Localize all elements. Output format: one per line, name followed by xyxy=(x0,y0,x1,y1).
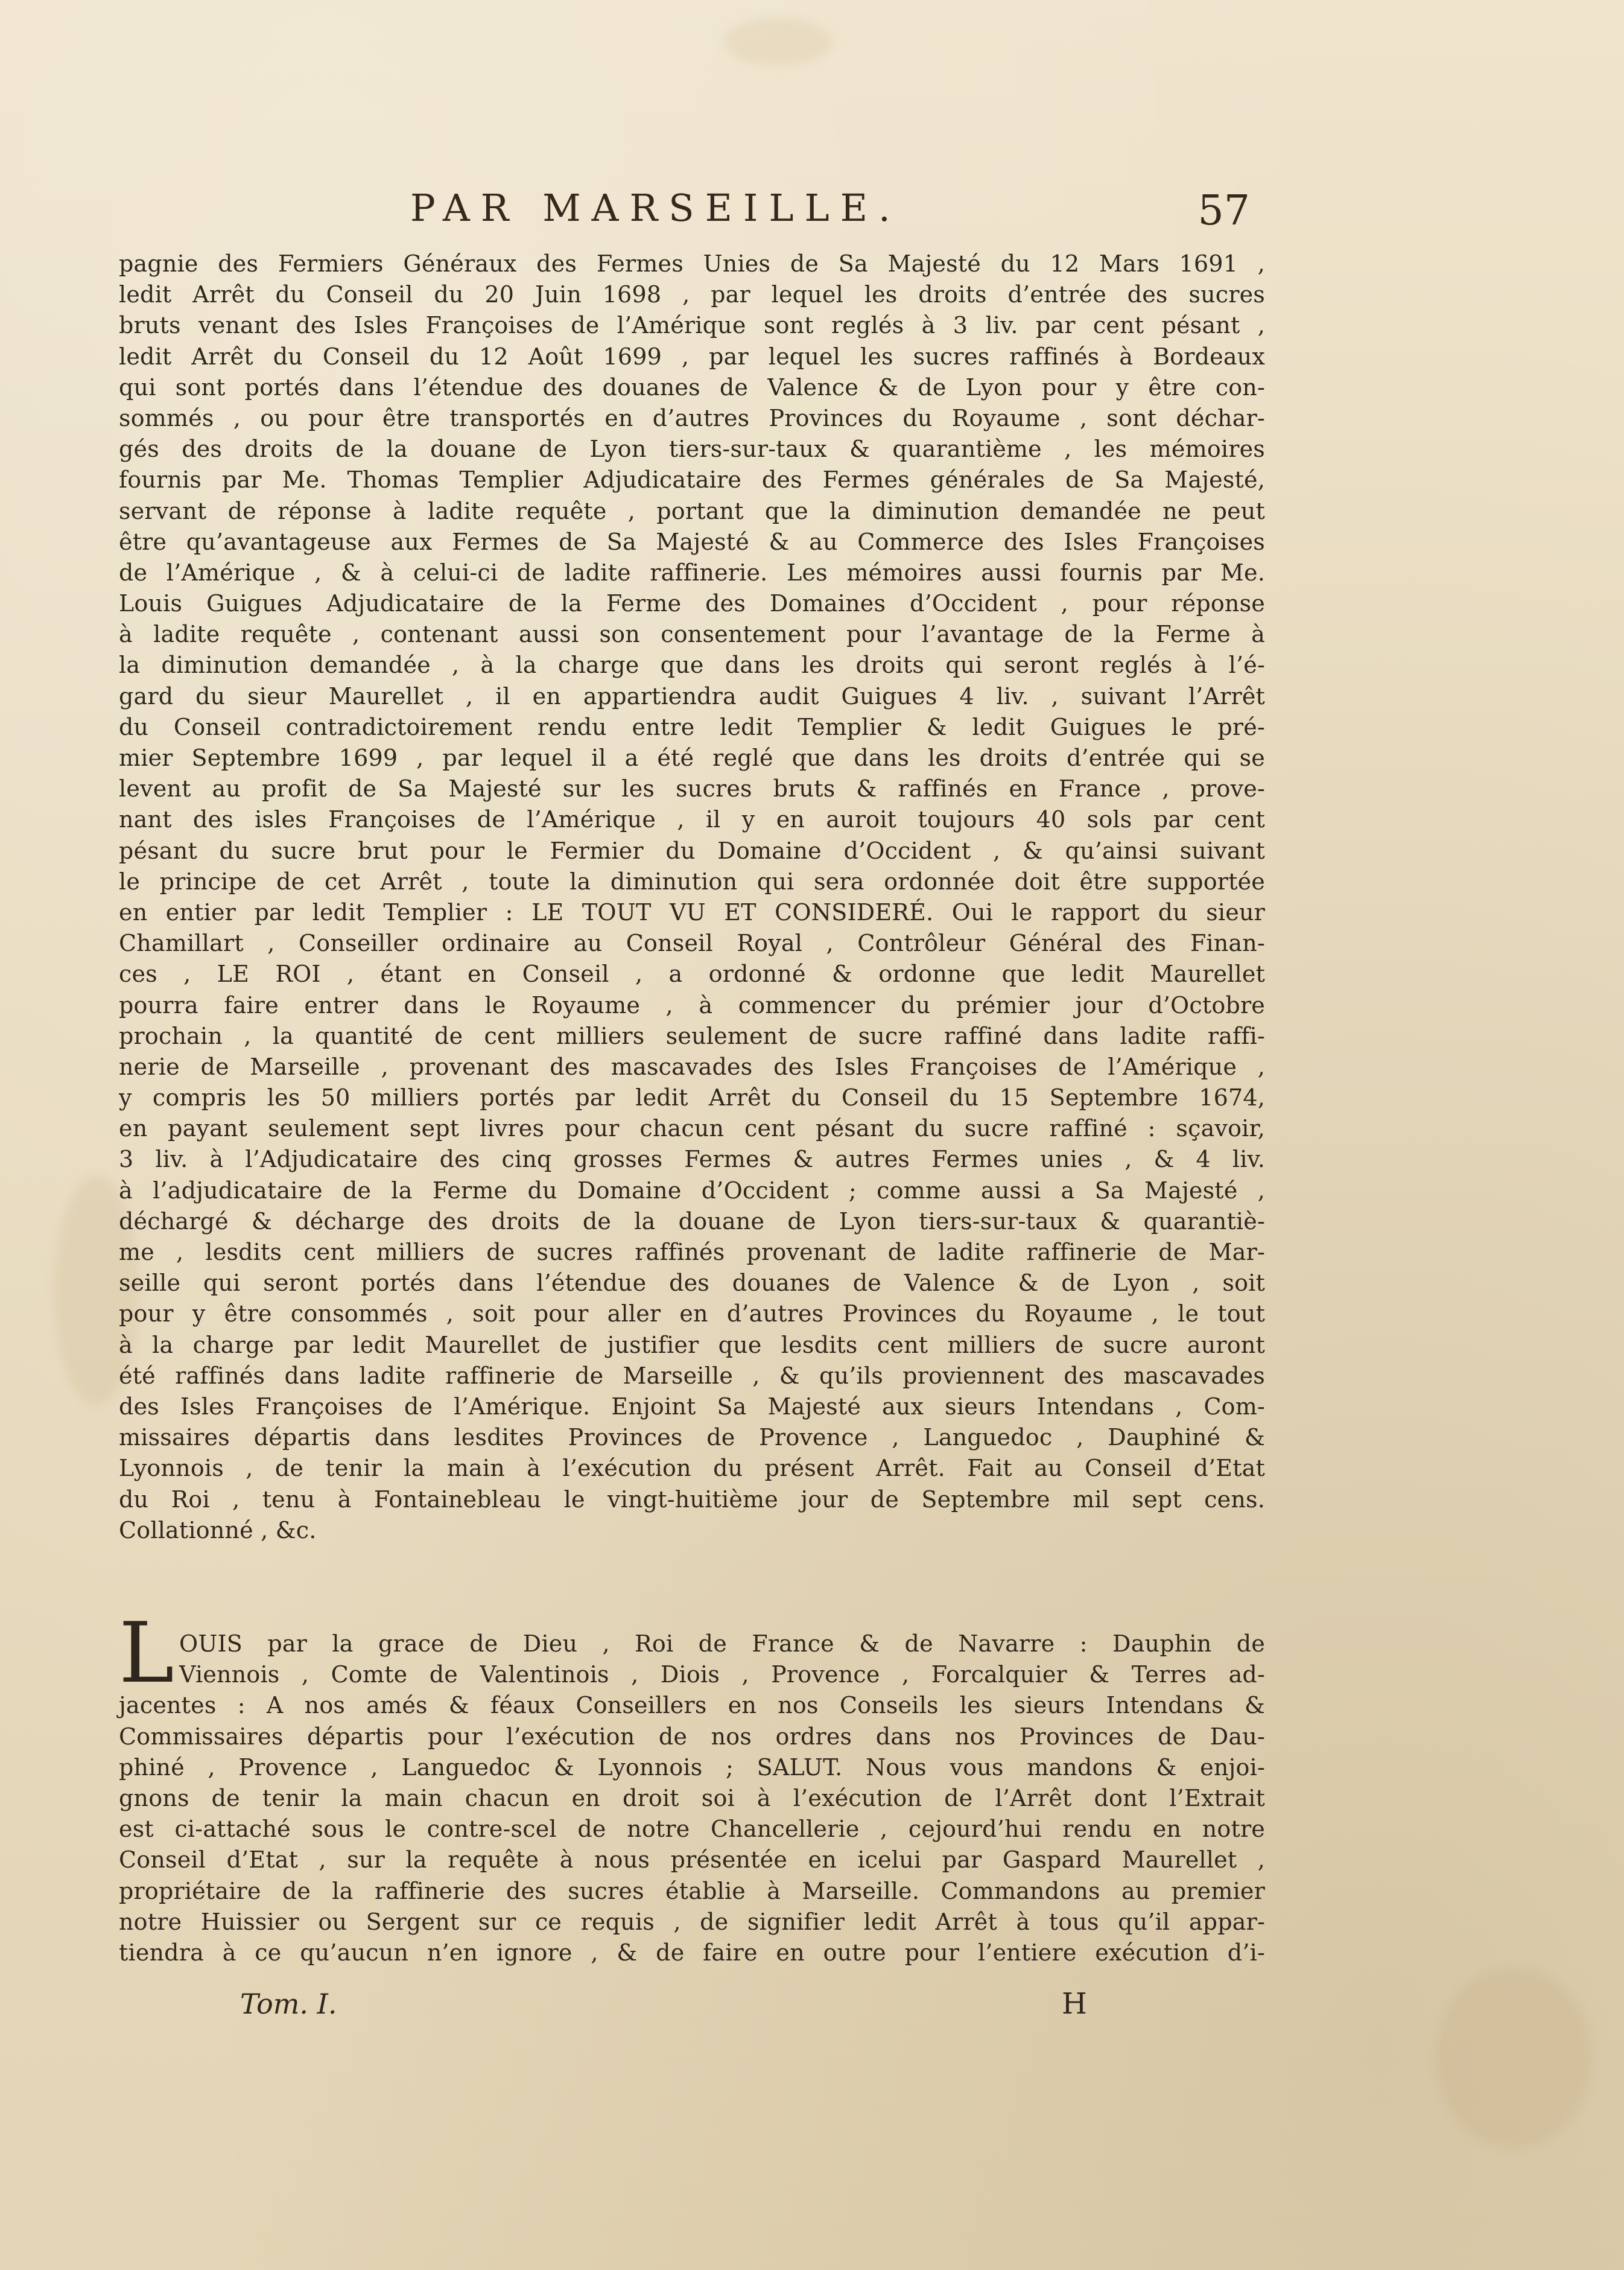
text-line: gnons de tenir la main chacun en droit soi à l’exécution de l’Arrêt dont l’Extrait xyxy=(119,1784,1265,1811)
volume-mark: Tom. I. xyxy=(240,1988,337,2020)
text-line: des Isles Françoises de l’Amérique. Enjoint Sa Majesté aux sieurs Intendans , Com- xyxy=(119,1393,1265,1420)
text-line: Commissaires départis pour l’exécution de nos ordres dans nos Provinces de Dau- xyxy=(119,1723,1265,1750)
text-line: pourra faire entrer dans le Royaume , à commencer du prémier jour d’Octobre xyxy=(119,991,1265,1019)
text-line: fournis par Me. Thomas Templier Adjudicataire des Fermes générales de Sa Majesté, xyxy=(119,466,1265,494)
text-line: qui sont portés dans l’étendue des douanes de Valence & de Lyon pour y être con- xyxy=(119,374,1265,401)
text-line: prochain , la quantité de cent milliers seulement de sucre raffiné dans ladite raffi- xyxy=(119,1022,1265,1049)
paper-stain xyxy=(724,18,833,66)
drop-cap: L xyxy=(119,1604,174,1702)
text-line: gard du sieur Maurellet , il en appartiendra audit Guigues 4 liv. , suivant l’Arrêt xyxy=(119,682,1265,710)
page-number: 57 xyxy=(1197,187,1250,235)
text-line: Collationné , &c. xyxy=(119,1516,317,1544)
text-line: sommés , ou pour être transportés en d’autres Provinces du Royaume , sont déchar- xyxy=(119,404,1265,431)
text-line: servant de réponse à ladite requête , portant que la diminution demandée ne peut xyxy=(119,497,1265,524)
text-line: mier Septembre 1699 , par lequel il a été reglé que dans les droits d’entrée qui se xyxy=(119,745,1265,771)
text-line: du Roi , tenu à Fontainebleau le vingt-huitième jour de Septembre mil sept cens. xyxy=(119,1486,1265,1513)
text-line: du Conseil contradictoirement rendu entre ledit Templier & ledit Guigues le pré- xyxy=(119,713,1265,740)
text-line: me , lesdits cent milliers de sucres raffinés provenant de ladite raffinerie de Mar- xyxy=(119,1239,1265,1265)
text-line: ledit Arrêt du Conseil du 20 Juin 1698 , par lequel les droits d’entrée des sucres xyxy=(119,281,1265,308)
text-line: nerie de Marseille , provenant des mascavades des Isles Françoises de l’Amérique , xyxy=(119,1053,1265,1080)
text-line: de l’Amérique , & à celui-ci de ladite raffinerie. Les mémoires aussi fournis par Me. xyxy=(119,559,1265,586)
text-line: phiné , Provence , Languedoc & Lyonnois ; SALUT. Nous vous mandons & enjoi- xyxy=(119,1753,1265,1781)
text-line: nant des isles Françoises de l’Amérique , il y en auroit toujours 40 sols par cent xyxy=(119,806,1265,833)
text-line: propriétaire de la raffinerie des sucres établie à Marseille. Commandons au premier xyxy=(119,1877,1265,1904)
text-line: ledit Arrêt du Conseil du 12 Août 1699 , par lequel les sucres raffinés à Bordeaux xyxy=(119,343,1265,370)
text-line: le principe de cet Arrêt , toute la diminution qui sera ordonnée doit être supportée xyxy=(119,868,1265,895)
text-line: bruts venant des Isles Françoises de l’Amérique sont reglés à 3 liv. par cent pésant , xyxy=(119,312,1265,339)
paragraph-letters xyxy=(119,1629,1265,1968)
text-line: seille qui seront portés dans l’étendue des douanes de Valence & de Lyon , soit xyxy=(119,1270,1265,1297)
text-line: Viennois , Comte de Valentinois , Diois , Provence , Forcalquier & Terres ad- xyxy=(179,1661,1265,1688)
text-line: OUIS par la grace de Dieu , Roi de France & de Navarre : Dauphin de xyxy=(179,1630,1265,1657)
text-line: Chamillart , Conseiller ordinaire au Conseil Royal , Contrôleur Général des Finan- xyxy=(119,930,1265,957)
text-line: est ci-attaché sous le contre-scel de notre Chancellerie , cejourd’hui rendu en notre xyxy=(119,1816,1265,1843)
text-line: y compris les 50 milliers portés par ledit Arrêt du Conseil du 15 Septembre 1674, xyxy=(119,1084,1265,1111)
text-line: jacentes : A nos amés & féaux Conseillers en nos Conseils les sieurs Intendans & xyxy=(119,1692,1265,1719)
text-line: Lyonnois , de tenir la main à l’exécution du présent Arrêt. Fait au Conseil d’Etat xyxy=(119,1455,1265,1482)
text-line: à l’adjudicataire de la Ferme du Domaine d’Occident ; comme aussi a Sa Majesté , xyxy=(119,1177,1265,1204)
text-line: pour y être consommés , soit pour aller en d’autres Provinces du Royaume , le tout xyxy=(119,1300,1265,1327)
text-line: en entier par ledit Templier : LE TOUT VU ET CONSIDERÉ. Oui le rapport du sieur xyxy=(119,898,1265,926)
text-line: tiendra à ce qu’aucun n’en ignore , & de faire en outre pour l’entiere exécution d’i- xyxy=(119,1939,1265,1966)
text-line: gés des droits de la douane de Lyon tiers-sur-taux & quarantième , les mémoires xyxy=(119,436,1265,463)
text-line: à la charge par ledit Maurellet de justifier que lesdits cent milliers de sucre auront xyxy=(119,1331,1265,1358)
text-line: être qu’avantageuse aux Fermes de Sa Majesté & au Commerce des Isles Françoises xyxy=(119,528,1265,555)
text-line: missaires départis dans lesdites Provinces de Provence , Languedoc , Dauphiné & xyxy=(119,1424,1265,1451)
text-line: été raffinés dans ladite raffinerie de Marseille , & qu’ils proviennent des mascavades xyxy=(119,1362,1265,1389)
text-line: notre Huissier ou Sergent sur ce requis , de signifier ledit Arrêt à tous qu’il appar- xyxy=(119,1908,1265,1935)
paper-stain xyxy=(1436,1967,1593,2148)
text-line: Louis Guigues Adjudicataire de la Ferme des Domaines d’Occident , pour réponse xyxy=(119,590,1265,617)
text-line: à ladite requête , contenant aussi son consentement pour l’avantage de la Ferme à xyxy=(119,621,1265,648)
text-line: levent au profit de Sa Majesté sur les sucres bruts & raffinés en France , prove- xyxy=(119,775,1265,803)
paragraph-decree xyxy=(119,249,1265,1546)
text-line: la diminution demandée , à la charge que dans les droits qui seront reglés à l’é- xyxy=(119,652,1265,679)
text-line: en payant seulement sept livres pour chacun cent pésant du sucre raffiné : sçavoir, xyxy=(119,1115,1265,1142)
text-line: déchargé & décharge des droits de la douane de Lyon tiers-sur-taux & quarantiè- xyxy=(119,1207,1265,1235)
text-line: Conseil d’Etat , sur la requête à nous présentée en icelui par Gaspard Maurellet , xyxy=(119,1846,1265,1874)
text-line: pagnie des Fermiers Généraux des Fermes Unies de Sa Majesté du 12 Mars 1691 , xyxy=(119,250,1265,277)
text-line: pésant du sucre brut pour le Fermier du Domaine d’Occident , & qu’ainsi suivant xyxy=(119,837,1265,864)
signature-mark: H xyxy=(1062,1987,1087,2021)
running-title: PAR MARSEILLE. xyxy=(410,186,901,230)
text-line: ces , LE ROI , étant en Conseil , a ordonné & ordonne que ledit Maurellet xyxy=(119,961,1265,988)
text-line: 3 liv. à l’Adjudicataire des cinq grosses Fermes & autres Fermes unies , & 4 liv. xyxy=(119,1146,1265,1173)
